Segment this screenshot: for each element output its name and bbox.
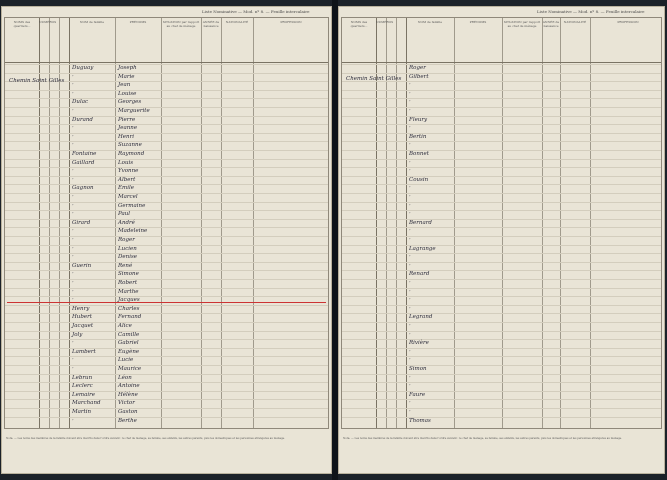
left-surname-cell: · [72, 82, 74, 89]
left-surname-cell: · [72, 280, 74, 286]
right-column-rule [590, 18, 591, 428]
left-table-row [5, 339, 328, 340]
left-surname-cell: Girard [72, 219, 91, 226]
left-firstname-cell: Victor [118, 400, 135, 407]
right-footer-note: Nota. — Les noms des membres de la famille doivent être inscrits dans l'ordre suivant : le chef de ménage, sa femme, ses enfants, les autres parents, puis les domestiques et les personnes étrangères au ménage. [343, 437, 623, 440]
right-table-row [342, 227, 661, 228]
left-column-rule [253, 18, 254, 428]
left-table-row [5, 150, 328, 151]
left-surname-cell: Lebrun [72, 374, 93, 381]
left-column-header: NOM de famille [79, 20, 105, 24]
right-table-row [342, 253, 661, 254]
right-table-row [342, 365, 661, 366]
left-firstname-cell: Maurice [118, 366, 142, 372]
left-table-row [5, 288, 328, 289]
left-firstname-cell: Jacques [118, 297, 140, 304]
left-firstname-cell: Jean [118, 82, 131, 89]
right-surname-cell: Gilbert [409, 73, 429, 80]
right-column-header: NOM de famille [417, 20, 443, 24]
left-firstname-cell: Fernand [118, 314, 142, 321]
left-table-row [5, 159, 328, 160]
left-table-row [5, 90, 328, 91]
left-table-row [5, 124, 328, 125]
right-surname-cell: · [409, 288, 411, 295]
right-column-header: PRÉNOMS [469, 20, 487, 24]
right-table-row [342, 288, 661, 289]
left-table-row [5, 408, 328, 409]
right-surname-cell: · [409, 305, 411, 312]
right-table-row [342, 348, 661, 349]
left-table-row [5, 296, 328, 297]
right-surname-cell: Faure [409, 391, 426, 398]
right-column-header: SITUATION par rapport au chef de ménage [503, 20, 541, 28]
right-column-rule [454, 18, 455, 428]
left-firstname-cell: Pierre [118, 116, 136, 123]
left-table-row [5, 210, 328, 211]
left-surname-cell: · [72, 366, 74, 372]
right-table-row [342, 159, 661, 160]
left-table-row [5, 167, 328, 168]
right-table-row [342, 279, 661, 280]
right-column-header: NATIONALITÉ [563, 20, 587, 24]
left-firstname-cell: Gabriel [118, 340, 139, 347]
right-table-row [342, 236, 661, 237]
left-surname-cell: · [72, 176, 74, 183]
left-column-header: NUMÉROS [39, 20, 57, 24]
right-table-row [342, 73, 661, 74]
left-firstname-cell: Jeanne [118, 125, 138, 132]
right-table-row [342, 219, 661, 220]
right-page-header: Liste Nominative — Mod. nº 8. — Feuille intercalaire [537, 9, 645, 14]
left-surname-cell: Fontaine [72, 151, 97, 157]
right-table-row [342, 193, 661, 194]
right-surname-cell: · [409, 374, 411, 381]
left-table-row [5, 313, 328, 314]
left-column-rule [115, 18, 116, 428]
right-surname-cell: · [409, 90, 411, 97]
left-firstname-cell: Yvonne [118, 168, 139, 175]
left-table-row [5, 270, 328, 271]
left-firstname-cell: Roger [118, 237, 135, 243]
right-table-row [342, 331, 661, 332]
right-surname-cell: Legrand [409, 314, 433, 321]
left-firstname-cell: Eugène [118, 348, 140, 355]
left-table-row [5, 202, 328, 203]
left-table-row [5, 116, 328, 117]
left-table-row [5, 133, 328, 134]
right-surname-cell: Fleury [409, 116, 428, 123]
left-surname-cell: Marchand [72, 400, 101, 407]
left-firstname-cell: Germaine [118, 202, 146, 209]
right-table-row [342, 98, 661, 99]
right-surname-cell: · [409, 99, 411, 106]
left-firstname-cell: Georges [118, 99, 142, 106]
right-first-entry: Chemin Saint Gilles [346, 76, 402, 82]
right-table-row [342, 116, 661, 117]
left-surname-cell: Duguay [72, 65, 94, 71]
left-firstname-cell: Antoine [118, 383, 140, 390]
left-column-header: SITUATION par rapport au chef de ménage [162, 20, 200, 28]
right-column-header: PROFESSION [617, 20, 639, 24]
right-table-row [342, 167, 661, 168]
left-surname-cell: Durand [72, 116, 93, 123]
left-firstname-cell: Marie [118, 73, 135, 80]
left-table-row [5, 219, 328, 220]
left-column-rule [201, 18, 202, 428]
right-table-row [342, 150, 661, 151]
right-surname-cell: · [409, 125, 411, 132]
right-column-rule [542, 18, 543, 428]
left-surname-cell: Joly [72, 331, 83, 338]
left-surname-cell: Leclerc [72, 383, 93, 390]
left-table-row [5, 365, 328, 366]
left-surname-cell: Martin [72, 409, 92, 415]
left-table-row [5, 374, 328, 375]
right-surname-cell: · [409, 202, 411, 209]
right-table-row [342, 176, 661, 177]
left-firstname-cell: Louis [118, 159, 134, 166]
right-surname-cell: · [409, 357, 411, 364]
red-underline [7, 302, 326, 303]
left-surname-cell: Hubert [72, 314, 92, 321]
left-firstname-cell: Hélène [118, 391, 138, 398]
left-table-row [5, 253, 328, 254]
left-table-row [5, 322, 328, 323]
left-first-entry: Chemin Saint Gilles [9, 78, 65, 84]
right-surname-cell: Roger [409, 65, 426, 71]
right-surname-cell: Renard [409, 271, 430, 278]
left-surname-cell: · [72, 73, 74, 80]
left-page-header: Liste Nominative — Mod. nº 8. — Feuille intercalaire [202, 9, 310, 14]
left-column-rule [69, 18, 70, 428]
left-table-row [5, 236, 328, 237]
left-surname-cell: · [72, 228, 74, 235]
right-table-row [342, 270, 661, 271]
left-firstname-cell: Camille [118, 331, 140, 338]
left-surname-cell: · [72, 357, 74, 364]
left-firstname-cell: Lucie [118, 357, 134, 364]
right-surname-cell: Simon [409, 366, 427, 372]
left-firstname-cell: Marthe [118, 288, 139, 295]
right-table-row [342, 391, 661, 392]
left-surname-cell: Lambert [72, 348, 96, 355]
left-table-row [5, 73, 328, 74]
left-table-row [5, 176, 328, 177]
right-surname-cell: Lagrange [409, 245, 436, 252]
right-table-row [342, 202, 661, 203]
right-table-row [342, 382, 661, 383]
right-surname-cell: · [409, 323, 411, 329]
left-firstname-cell: René [118, 262, 133, 269]
right-surname-cell: · [409, 237, 411, 243]
right-table-row [342, 339, 661, 340]
right-table-row [342, 374, 661, 375]
right-column-rule [560, 18, 561, 428]
right-surname-cell: · [409, 400, 411, 407]
left-surname-cell: · [72, 340, 74, 347]
right-column-rule [406, 18, 407, 428]
right-surname-cell: · [409, 331, 411, 338]
left-surname-cell: · [72, 237, 74, 243]
right-table-row [342, 90, 661, 91]
right-table-row [342, 124, 661, 125]
right-table-row [342, 322, 661, 323]
left-table-row [5, 98, 328, 99]
left-surname-cell: Gagnon [72, 185, 94, 192]
left-surname-cell: · [72, 142, 74, 149]
right-column-header: NUMÉROS [376, 20, 394, 24]
left-firstname-cell: Louise [118, 90, 137, 97]
right-table-row [342, 133, 661, 134]
left-footer-note: Nota. — Les noms des membres de la famille doivent être inscrits dans l'ordre suivant : le chef de ménage, sa femme, ses enfants, les autres parents, puis les domestiques et les personnes étrangères au ménage. [6, 437, 286, 440]
left-table-row [5, 184, 328, 185]
right-table-row [342, 210, 661, 211]
right-surname-cell: · [409, 228, 411, 235]
left-surname-cell: · [72, 297, 74, 304]
right-table-row [342, 305, 661, 306]
left-table-row [5, 279, 328, 280]
right-table-row [342, 356, 661, 357]
right-surname-cell: · [409, 168, 411, 175]
left-table-row [5, 305, 328, 306]
left-table-row [5, 331, 328, 332]
right-surname-cell: · [409, 262, 411, 269]
right-page [338, 6, 665, 474]
right-table-row [342, 417, 661, 418]
left-table-row [5, 382, 328, 383]
right-surname-cell: · [409, 280, 411, 286]
right-surname-cell: Rivière [409, 340, 429, 347]
left-table-row [5, 348, 328, 349]
right-surname-cell: Bernard [409, 219, 432, 226]
right-surname-cell: Bertin [409, 133, 427, 140]
right-column-header: NOMS des quartiers... [350, 20, 368, 28]
left-table-row [5, 245, 328, 246]
right-table-row [342, 399, 661, 400]
left-firstname-cell: Madeleine [118, 228, 148, 235]
left-firstname-cell: Emile [118, 185, 135, 192]
left-firstname-cell: Raymond [118, 151, 145, 157]
left-surname-cell: Dulac [72, 99, 89, 106]
left-surname-cell: · [72, 271, 74, 278]
left-surname-cell: · [72, 125, 74, 132]
left-firstname-cell: Gaston [118, 409, 138, 415]
left-page [1, 6, 332, 474]
left-column-header: PRÉNOMS [129, 20, 147, 24]
left-table-row [5, 262, 328, 263]
left-surname-cell: Guerin [72, 262, 92, 269]
left-firstname-cell: Albert [118, 176, 136, 183]
left-column-header: NOMS des quartiers... [13, 20, 31, 28]
left-surname-cell: · [72, 168, 74, 175]
left-firstname-cell: Simone [118, 271, 139, 278]
left-table-row [5, 141, 328, 142]
right-surname-cell: Bonnet [409, 151, 429, 157]
left-column-header: PROFESSION [280, 20, 302, 24]
right-table-row [342, 107, 661, 108]
right-surname-cell: · [409, 211, 411, 218]
left-column-header: NATIONALITÉ [225, 20, 249, 24]
left-table-row [5, 417, 328, 418]
left-table-row [5, 193, 328, 194]
left-table-row [5, 356, 328, 357]
left-surname-cell: · [72, 194, 74, 200]
right-table-row [342, 64, 661, 65]
left-surname-cell: · [72, 245, 74, 252]
left-table-row [5, 107, 328, 108]
left-column-header: ANNÉE de naissance [202, 20, 220, 28]
left-table-row [5, 399, 328, 400]
right-table-row [342, 296, 661, 297]
left-firstname-cell: Léon [118, 374, 132, 381]
right-table-row [342, 262, 661, 263]
right-surname-cell: · [409, 409, 411, 415]
left-firstname-cell: Alice [118, 323, 132, 329]
right-surname-cell: · [409, 82, 411, 89]
left-firstname-cell: Paul [118, 211, 131, 218]
left-firstname-cell: Charles [118, 305, 140, 312]
right-surname-cell: Thomas [409, 417, 431, 424]
left-table-row [5, 391, 328, 392]
left-firstname-cell: Denise [118, 254, 138, 261]
left-firstname-cell: Suzanne [118, 142, 142, 149]
right-table-row [342, 141, 661, 142]
right-surname-cell: · [409, 142, 411, 149]
left-table-row [5, 64, 328, 65]
left-table-row [5, 227, 328, 228]
right-surname-cell: · [409, 254, 411, 261]
right-surname-cell: · [409, 185, 411, 192]
right-surname-cell: · [409, 194, 411, 200]
left-grid [4, 17, 329, 429]
left-surname-cell: · [72, 288, 74, 295]
left-surname-cell: · [72, 133, 74, 140]
right-table-row [342, 184, 661, 185]
right-table-row [342, 408, 661, 409]
right-surname-cell: · [409, 348, 411, 355]
right-column-header: ANNÉE de naissance [542, 20, 560, 28]
left-surname-cell: · [72, 108, 74, 114]
right-grid [341, 17, 662, 429]
right-table-row [342, 313, 661, 314]
left-surname-cell: · [72, 417, 74, 424]
right-table-row [342, 245, 661, 246]
left-firstname-cell: Lucien [118, 245, 137, 252]
left-surname-cell: Jacquet [72, 323, 94, 329]
right-surname-cell: · [409, 297, 411, 304]
left-firstname-cell: Berthe [118, 417, 137, 424]
left-firstname-cell: Marcel [118, 194, 138, 200]
left-surname-cell: Gaillard [72, 159, 95, 166]
left-surname-cell: Henry [72, 305, 90, 312]
left-firstname-cell: Robert [118, 280, 138, 286]
right-column-rule [502, 18, 503, 428]
right-surname-cell: · [409, 108, 411, 114]
left-column-rule [221, 18, 222, 428]
left-surname-cell: · [72, 90, 74, 97]
left-column-rule [161, 18, 162, 428]
left-surname-cell: Lemaire [72, 391, 96, 398]
left-surname-cell: · [72, 211, 74, 218]
left-surname-cell: · [72, 202, 74, 209]
left-firstname-cell: Henri [118, 133, 134, 140]
right-surname-cell: · [409, 383, 411, 390]
left-firstname-cell: Marguerite [118, 108, 150, 114]
right-surname-cell: · [409, 159, 411, 166]
right-surname-cell: Cousin [409, 176, 429, 183]
left-firstname-cell: André [118, 219, 135, 226]
left-surname-cell: · [72, 254, 74, 261]
left-firstname-cell: Joseph [118, 65, 137, 71]
